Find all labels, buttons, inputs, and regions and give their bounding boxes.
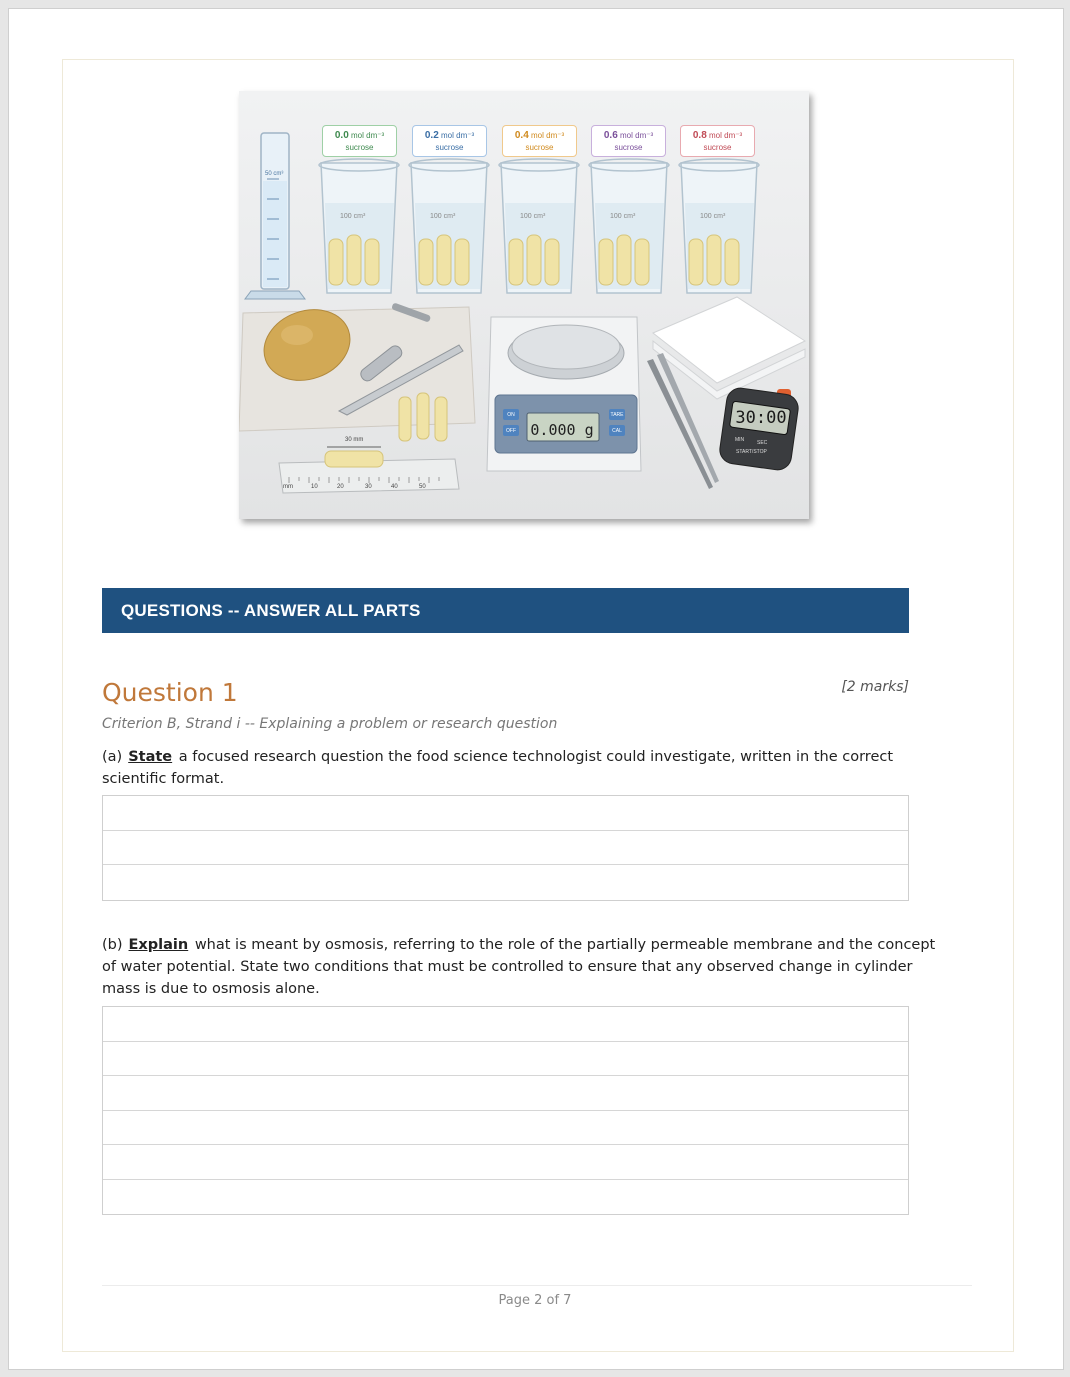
solution-label-3	[591, 125, 666, 157]
solution-unit: mol dm⁻³	[438, 131, 475, 140]
electronic-balance	[487, 317, 641, 471]
solution-label-0	[322, 125, 397, 157]
question-part-b	[102, 934, 952, 1000]
part-a-text: a focused research question the food science technologist could investigate, written in the correct scientific format.	[102, 749, 894, 787]
part-b-text: what is meant by osmosis, referring to the role of the partially permeable membrane and the concept of water potential. State two conditions that must be controlled to ensure that any observed change in cylinder mass is due to osmosis alone.	[102, 937, 936, 997]
ruler-tick-label: 40	[391, 484, 398, 490]
solution-label-4	[680, 125, 755, 157]
question-criterion: Criterion B, Strand i -- Explaining a problem or research question	[102, 716, 558, 732]
answer-line[interactable]	[103, 1007, 908, 1042]
part-a-label: (a)	[102, 749, 123, 765]
solution-unit: mol dm⁻³	[706, 131, 743, 140]
answer-line[interactable]	[103, 831, 908, 866]
solution-concentration: 0.8	[692, 130, 707, 141]
solution-name: sucrose	[345, 143, 374, 152]
balance-display: 0.000 g	[530, 421, 594, 439]
answer-box-b[interactable]	[102, 1006, 909, 1215]
ruler-tick-label: 20	[337, 484, 344, 490]
solution-unit: mol dm⁻³	[348, 131, 385, 140]
answer-line[interactable]	[103, 1145, 908, 1180]
answer-line[interactable]	[103, 1180, 908, 1215]
stopwatch-display: 30:00	[735, 408, 787, 428]
answer-line[interactable]	[103, 1042, 908, 1077]
answer-line[interactable]	[103, 1111, 908, 1146]
beaker-volume-label: 100 cm³	[340, 213, 366, 220]
ruler-tick-label: 30	[365, 484, 372, 490]
solution-unit: mol dm⁻³	[528, 131, 565, 140]
question-title: Question 1	[102, 678, 238, 707]
part-b-label: (b)	[102, 937, 123, 953]
balance-tare-label: TARE	[610, 412, 624, 418]
ruler-tick-label: mm	[283, 484, 293, 490]
measuring-cylinder	[245, 133, 305, 299]
solution-label-2	[502, 125, 577, 157]
solution-concentration: 0.4	[514, 130, 529, 141]
solution-name: sucrose	[703, 143, 732, 152]
solution-label-1	[412, 125, 487, 157]
stopwatch-start-label: START/STOP	[736, 449, 767, 455]
balance-off-label: OFF	[506, 428, 516, 434]
solution-concentration: 0.0	[334, 130, 349, 141]
solution-unit: mol dm⁻³	[617, 131, 654, 140]
apparatus-figure	[239, 91, 809, 519]
solution-name: sucrose	[614, 143, 643, 152]
cylinder-length-label: 30 mm	[345, 437, 364, 443]
balance-cal-label: CAL	[612, 428, 622, 434]
beaker-volume-label: 100 cm³	[700, 213, 726, 220]
solution-concentration: 0.6	[603, 130, 618, 141]
beaker-volume-label: 100 cm³	[520, 213, 546, 220]
question-marks: [2 marks]	[841, 679, 909, 695]
footer-divider	[102, 1285, 972, 1286]
cylinder-volume-label: 50 cm³	[265, 171, 284, 177]
balance-on-label: ON	[507, 412, 515, 418]
beaker-volume-label: 100 cm³	[430, 213, 456, 220]
stopwatch-sec-label: SEC	[757, 440, 768, 446]
questions-banner: QUESTIONS -- ANSWER ALL PARTS	[102, 588, 909, 633]
beakers	[319, 159, 759, 293]
page-number: Page 2 of 7	[498, 1293, 572, 1308]
answer-box-a[interactable]	[102, 795, 909, 901]
part-b-command-word: Explain	[128, 937, 189, 953]
solution-name: sucrose	[525, 143, 554, 152]
solution-name: sucrose	[435, 143, 464, 152]
question-part-a	[102, 746, 952, 790]
cutting-board	[239, 298, 475, 441]
stopwatch	[718, 386, 800, 471]
beaker-volume-label: 100 cm³	[610, 213, 636, 220]
part-a-command-word: State	[128, 749, 173, 765]
solution-concentration: 0.2	[424, 130, 439, 141]
answer-line[interactable]	[103, 865, 908, 900]
ruler-tick-label: 50	[419, 484, 426, 490]
answer-line[interactable]	[103, 1076, 908, 1111]
stopwatch-min-label: MIN	[735, 437, 745, 443]
answer-line[interactable]	[103, 796, 908, 831]
ruler-tick-label: 10	[311, 484, 318, 490]
